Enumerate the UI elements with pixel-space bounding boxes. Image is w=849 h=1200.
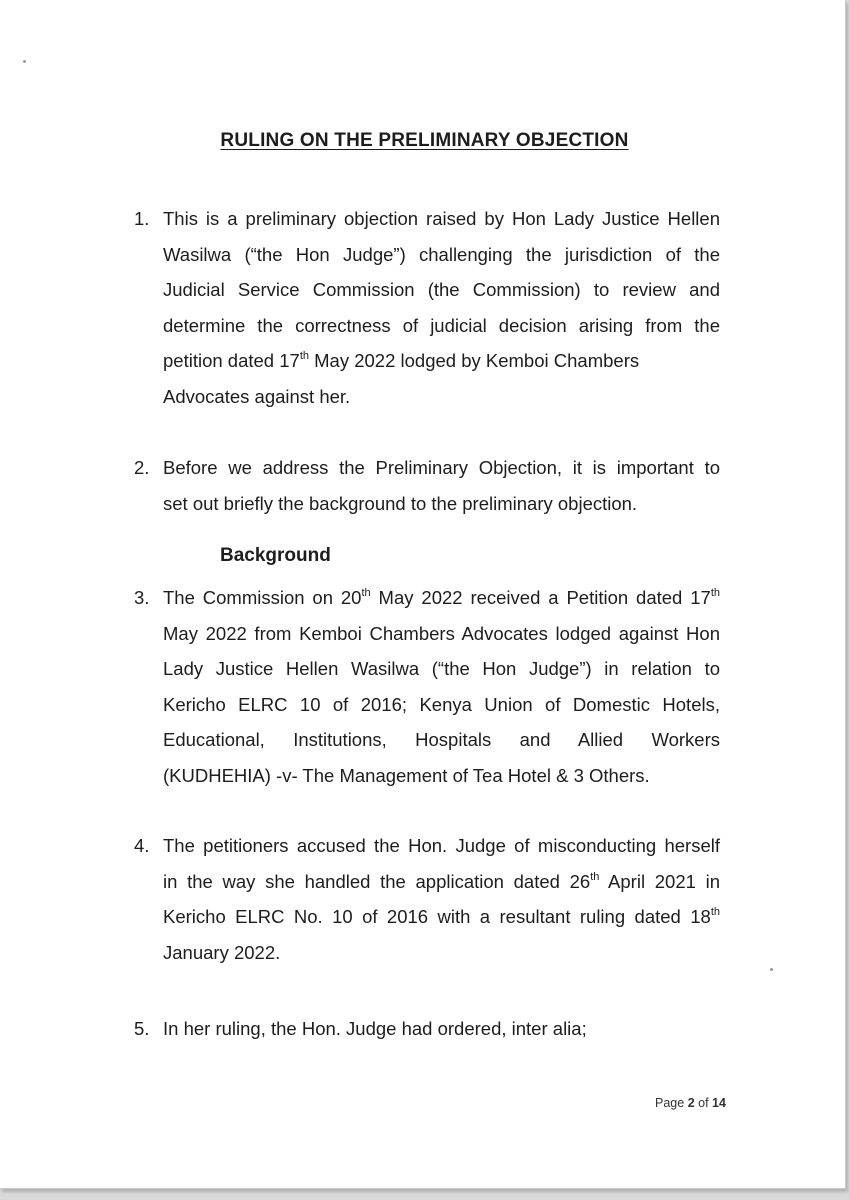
- scan-speck: [23, 60, 26, 63]
- text-run: Judicial Service Commission (the Commission) to review and: [163, 279, 720, 300]
- text-line: [163, 722, 720, 758]
- page-number-total: 14: [712, 1096, 726, 1110]
- text-run: Wasilwa (“the Hon Judge”) challenging the jurisdiction of the: [163, 243, 720, 265]
- ordinal-suffix: th: [299, 350, 309, 362]
- text-run: The Commission on 20: [163, 587, 362, 608]
- text-line: [163, 272, 720, 308]
- text-line: [163, 450, 720, 486]
- text-line: [163, 935, 720, 971]
- paragraph-number: 3.: [134, 587, 150, 608]
- text-run: set out briefly the background to the preliminary objection.: [163, 492, 638, 514]
- text-line: [163, 1011, 720, 1047]
- paragraph-number: 1.: [134, 208, 150, 229]
- text-run: April 2021 in: [599, 870, 720, 892]
- text-run: This is a preliminary objection raised by Hon Lady Justice Hellen: [163, 208, 720, 229]
- ordinal-suffix: th: [710, 587, 720, 599]
- text-run: Advocates against her.: [163, 385, 351, 407]
- page-number-current: 2: [687, 1096, 695, 1110]
- text-run: May 2022 from Kemboi Chambers Advocates lodged against Hon: [163, 622, 720, 644]
- text-line: [163, 343, 720, 379]
- text-run: Kericho ELRC No. 10 of 2016 with a resultant ruling dated 18: [163, 906, 711, 927]
- text-run: Lady Justice Hellen Wasilwa (“the Hon Judge”) in relation to: [163, 658, 720, 679]
- paragraph-number: 4.: [134, 835, 150, 856]
- text-run: determine the correctness of judicial decision arising from the: [163, 314, 720, 336]
- paragraph-number: 5.: [134, 1018, 150, 1039]
- text-line: [163, 308, 720, 344]
- paragraph-text: [163, 201, 720, 414]
- text-line: [163, 651, 720, 687]
- text-run: Kericho ELRC 10 of 2016; Kenya Union of Domestic Hotels,: [163, 693, 720, 715]
- text-run: May 2022 lodged by Kemboi Chambers: [309, 350, 640, 371]
- paragraph-text: [163, 1011, 720, 1047]
- text-line: [163, 580, 720, 616]
- ordinal-suffix: th: [590, 870, 600, 883]
- text-line: [163, 201, 720, 237]
- text-line: [163, 758, 720, 794]
- text-line: [163, 616, 720, 652]
- text-line: [163, 864, 720, 900]
- paragraph-text: [163, 450, 720, 521]
- scan-speck: [770, 968, 773, 971]
- text-run: Before we address the Preliminary Objection, it is important to: [163, 457, 720, 478]
- ordinal-suffix: th: [361, 587, 371, 599]
- paragraph-number: 2.: [134, 457, 150, 478]
- paragraph-text: [163, 580, 720, 793]
- background-heading: Background: [220, 545, 331, 566]
- text-run: January 2022.: [163, 941, 281, 963]
- text-run: (KUDHEHIA) -v- The Management of Tea Hotel & 3 Others.: [163, 764, 650, 786]
- text-run: May 2022 received a Petition dated 17: [370, 587, 711, 608]
- text-line: [163, 379, 720, 415]
- text-line: [163, 828, 720, 864]
- page-title: RULING ON THE PRELIMINARY OBJECTION: [220, 130, 629, 151]
- page-number-separator: of: [698, 1096, 709, 1110]
- ordinal-suffix: th: [710, 906, 720, 918]
- text-run: The petitioners accused the Hon. Judge of misconducting herself: [163, 835, 720, 856]
- text-run: in the way she handled the application dated 26: [163, 870, 591, 892]
- text-line: [163, 687, 720, 723]
- page-number: [655, 1096, 726, 1110]
- page-number-prefix: Page: [655, 1096, 685, 1110]
- text-line: [163, 486, 720, 522]
- paragraph-text: [163, 828, 720, 970]
- text-line: [163, 899, 720, 935]
- text-run: In her ruling, the Hon. Judge had ordered, inter alia;: [163, 1018, 587, 1039]
- text-run: petition dated 17: [163, 350, 300, 371]
- text-run: Educational, Institutions, Hospitals and Allied Workers: [163, 729, 720, 750]
- text-line: [163, 237, 720, 273]
